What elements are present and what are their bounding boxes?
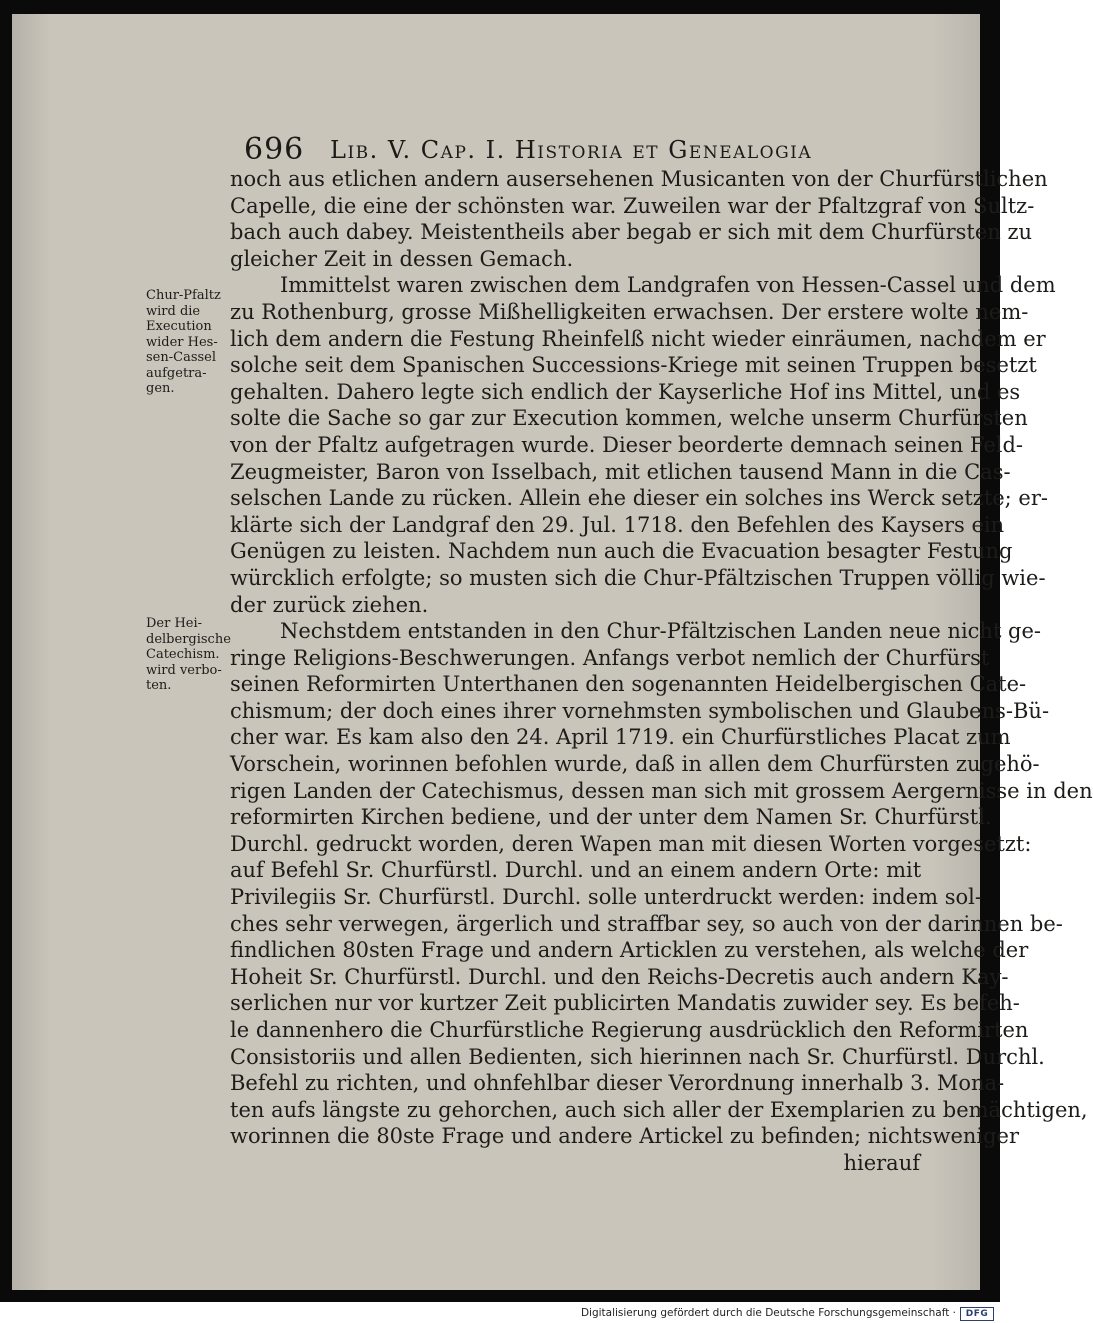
margin-note-line: delbergische <box>146 631 231 647</box>
text-line: Genügen zu leisten. Nachdem nun auch die Evacuation besagter Festung <box>230 539 1013 564</box>
margin-note-line: Chur-Pfaltz <box>146 288 221 303</box>
text-line: von der Pfaltz aufgetragen wurde. Dieser beorderte demnach seinen Feld- <box>230 432 1023 457</box>
text-line: Immittelst waren zwischen dem Landgrafen von Hessen-Cassel und dem <box>280 273 1056 298</box>
text-line: Befehl zu richten, und ohnfehlbar dieser Verordnung innerhalb 3. Mona- <box>230 1071 1005 1096</box>
text-line: seinen Reformirten Unterthanen den sogenannten Heidelbergischen Cate- <box>230 672 1027 697</box>
margin-note-line: Der Hei- <box>146 616 203 631</box>
text-line: Zeugmeister, Baron von Isselbach, mit etlichen tausend Mann in die Cas- <box>230 459 1011 484</box>
main-text <box>230 166 1093 1177</box>
text-line: Nechstdem entstanden in den Chur-Pfältzischen Landen neue nicht ge- <box>280 619 1042 644</box>
text-line: der zurück ziehen. <box>230 592 429 617</box>
margin-note-catechism <box>146 616 238 694</box>
text-line: bach auch dabey. Meistentheils aber begab er sich mit dem Churfürsten zu <box>230 220 1033 245</box>
page-number: 696 <box>244 132 305 167</box>
margin-note-line: Execution <box>146 319 212 334</box>
margin-note-line: aufgetra- <box>146 365 207 381</box>
text-line: Privilegiis Sr. Churfürstl. Durchl. solle unterdruckt werden: indem sol- <box>230 885 982 910</box>
text-line: klärte sich der Landgraf den 29. Jul. 1718. den Befehlen des Kaysers ein <box>230 512 1005 537</box>
margin-note-line: wider Hes- <box>146 334 218 350</box>
text-line: selschen Lande zu rücken. Allein ehe dieser ein solches ins Werck setzte; er- <box>230 486 1048 511</box>
text-line: Durchl. gedruckt worden, deren Wapen man mit diesen Worten vorgesetzt: <box>230 831 1032 856</box>
text-line: gehalten. Dahero legte sich endlich der Kayserliche Hof ins Mittel, und es <box>230 379 1021 404</box>
text-line: auf Befehl Sr. Churfürstl. Durchl. und an einem andern Orte: mit <box>230 858 922 883</box>
text-line: Hoheit Sr. Churfürstl. Durchl. und den Reichs-Decretis auch andern Kay- <box>230 964 1009 989</box>
funding-credit: Digitalisierung gefördert durch die Deutsche Forschungsgemeinschaft · <box>580 1307 956 1319</box>
margin-note-line: wird die <box>146 303 201 319</box>
text-line: rigen Landen der Catechismus, dessen man sich mit grossem Aergernisse in den <box>230 778 1093 803</box>
text-line: worinnen die 80ste Frage und andere Artickel zu befinden; nichtsweniger <box>230 1124 1020 1149</box>
text-line: reformirten Kirchen bediene, und der unter dem Namen Sr. Churfürstl. <box>230 805 992 830</box>
text-line: solte die Sache so gar zur Execution kommen, welche unserm Churfürsten <box>230 406 1028 431</box>
margin-note-line: ten. <box>146 678 172 693</box>
catchword: hierauf <box>843 1150 920 1175</box>
text-line: le dannenhero die Churfürstliche Regierung ausdrücklich den Reformirten <box>230 1018 1029 1042</box>
text-line: zu Rothenburg, grosse Mißhelligkeiten erwachsen. Der erstere wolte nem- <box>230 299 1029 324</box>
text-line: Capelle, die eine der schönsten war. Zuweilen war der Pfaltzgraf von Sultz- <box>230 193 1035 218</box>
text-line: würcklich erfolgte; so musten sich die Chur-Pfältzischen Truppen völlig wie- <box>230 565 1046 590</box>
text-line: ches sehr verwegen, ärgerlich und straffbar sey, so auch von der darinnen be- <box>230 911 1063 936</box>
text-line: gleicher Zeit in dessen Gemach. <box>230 246 574 271</box>
text-line: lich dem andern die Festung Rheinfelß nicht wieder einräumen, nachdem er <box>230 326 1046 351</box>
text-line: ten aufs längste zu gehorchen, auch sich aller der Exemplarien zu bemächtigen, <box>230 1097 1088 1122</box>
dfg-logo-icon: DFG <box>960 1307 994 1321</box>
margin-note-line: gen. <box>146 381 175 396</box>
margin-note-line: wird verbo- <box>146 662 222 678</box>
text-line: findlichen 80sten Frage und andern Articklen zu verstehen, als welche der <box>230 938 1029 963</box>
margin-note-execution <box>146 288 238 397</box>
running-title: Lib. V. Cap. I. Historia et Genealogia <box>330 136 813 164</box>
margin-note-line: Catechism. <box>146 647 220 662</box>
text-line: serlichen nur vor kurtzer Zeit publicirten Mandatis zuwider sey. Es befeh- <box>230 991 1020 1016</box>
text-line: Consistoriis und allen Bedienten, sich hierinnen nach Sr. Churfürstl. Durchl. <box>230 1044 1045 1069</box>
digitization-footer <box>0 1306 1000 1323</box>
text-line: solche seit dem Spanischen Successions-Kriege mit seinen Truppen besetzt <box>230 353 1037 378</box>
margin-note-line: sen-Cassel <box>146 350 217 365</box>
text-line: cher war. Es kam also den 24. April 1719. ein Churfürstliches Placat zum <box>230 725 1011 750</box>
text-line: ringe Religions-Beschwerungen. Anfangs verbot nemlich der Churfürst <box>230 645 990 670</box>
text-line: chismum; der doch eines ihrer vornehmsten symbolischen und Glaubens-Bü- <box>230 698 1050 723</box>
text-line: Vorschein, worinnen befohlen wurde, daß in allen dem Churfürsten zugehö- <box>230 752 1040 777</box>
text-line: noch aus etlichen andern ausersehenen Musicanten von der Churfürstlichen <box>230 167 1048 191</box>
